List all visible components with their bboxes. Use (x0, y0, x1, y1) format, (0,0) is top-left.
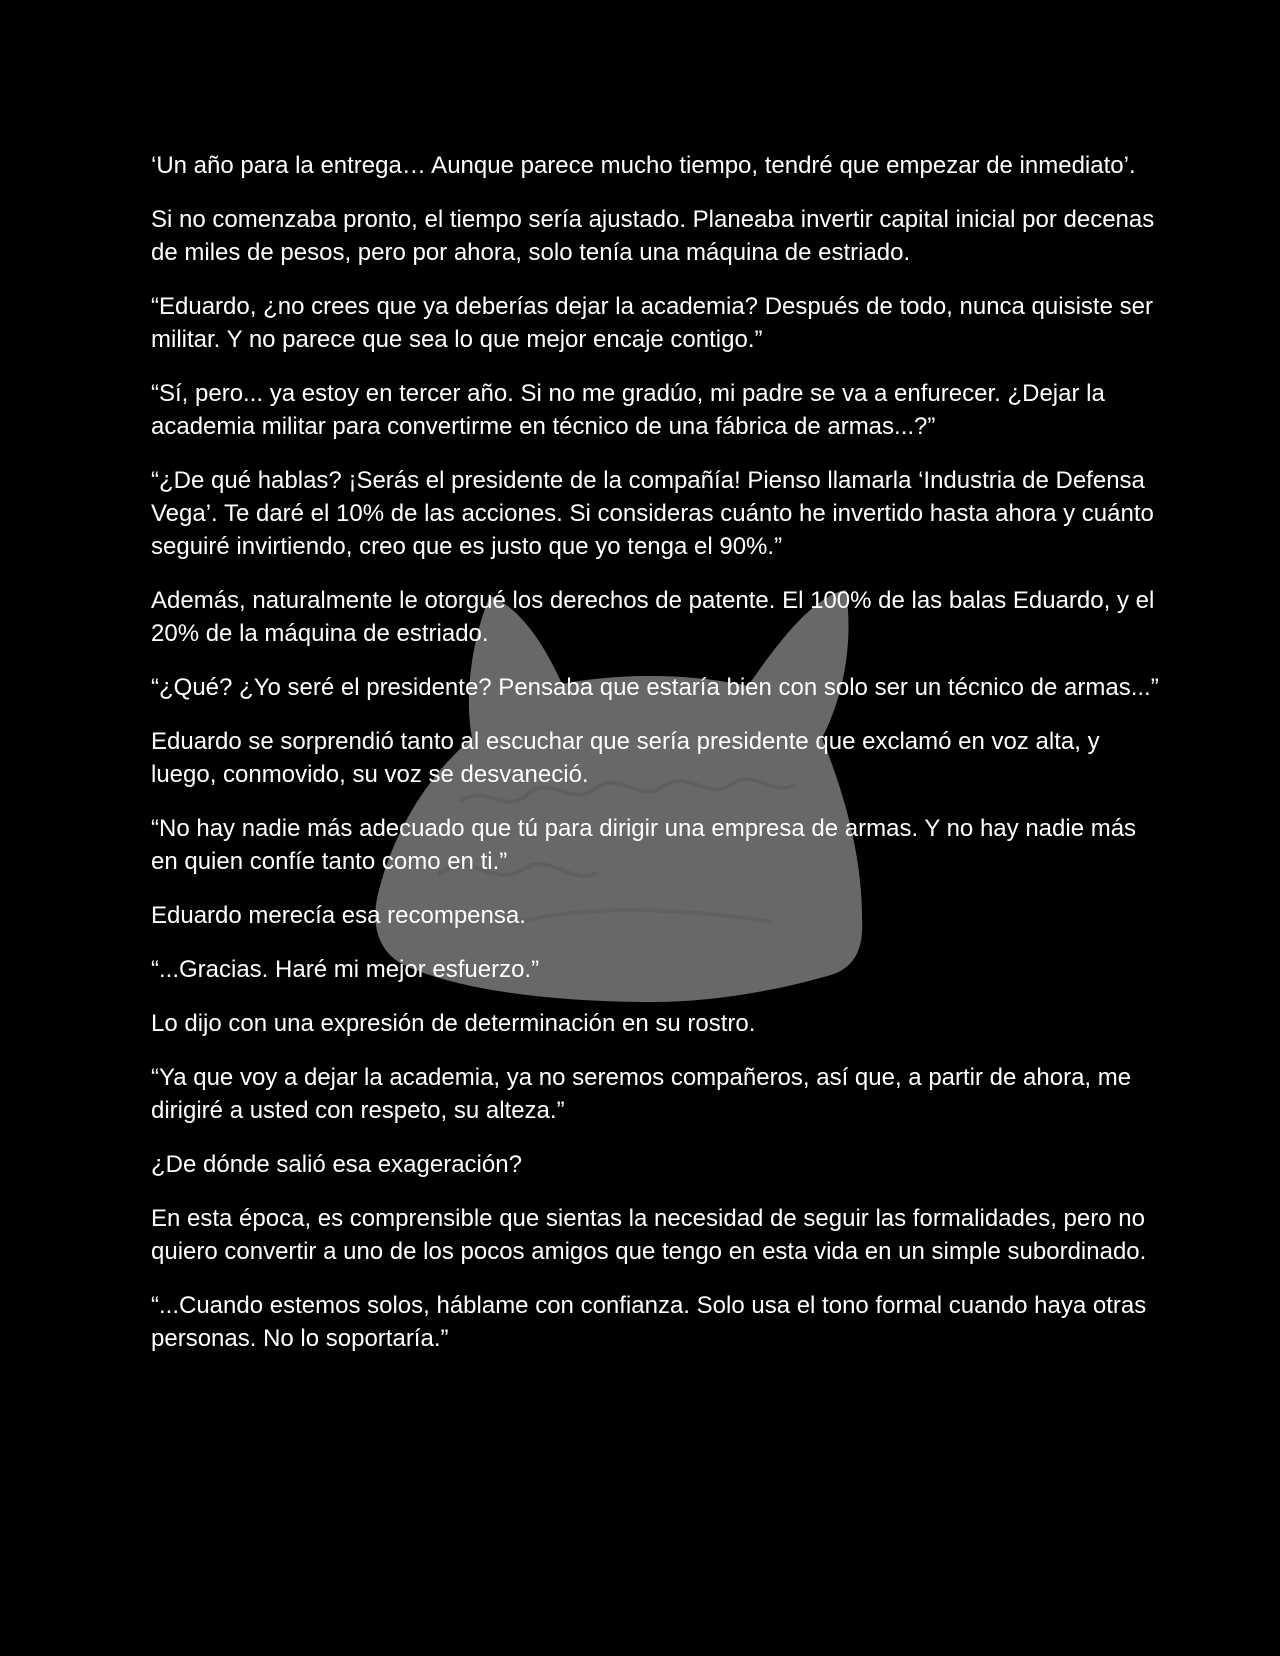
paragraph: “...Gracias. Haré mi mejor esfuerzo.” (151, 956, 540, 983)
paragraph: Si no comenzaba pronto, el tiempo sería ajustado. Planeaba invertir capital inicial por decenas de miles de pesos, pero por ahora, solo tenía una máquina de estriado. (151, 206, 1155, 266)
paragraph: Eduardo merecía esa recompensa. (151, 902, 526, 929)
paragraph: “...Cuando estemos solos, háblame con confianza. Solo usa el tono formal cuando haya otras personas. No lo soportaría.” (151, 1292, 1147, 1352)
paragraph: “Sí, pero... ya estoy en tercer año. Si no me gradúo, mi padre se va a enfurecer. ¿Dejar la academia militar para convertirme en técnico de una fábrica de armas...?” (151, 380, 1105, 440)
paragraph: “¿Qué? ¿Yo seré el presidente? Pensaba que estaría bien con solo ser un técnico de armas...” (151, 674, 1159, 701)
paragraph: “No hay nadie más adecuado que tú para dirigir una empresa de armas. Y no hay nadie más en quien confíe tanto como en ti.” (151, 815, 1137, 875)
paragraph: “Ya que voy a dejar la academia, ya no seremos compañeros, así que, a partir de ahora, me dirigiré a usted con respeto, su alteza.” (151, 1064, 1132, 1124)
paragraph: Lo dijo con una expresión de determinación en su rostro. (151, 1010, 756, 1037)
paragraph: ¿De dónde salió esa exageración? (151, 1151, 522, 1178)
paragraph: En esta época, es comprensible que sientas la necesidad de seguir las formalidades, pero no quiero convertir a uno de los pocos amigos que tengo en esta vida en un simple subordinado. (151, 1205, 1147, 1265)
story-text (151, 149, 1161, 1376)
paragraph: Eduardo se sorprendió tanto al escuchar que sería presidente que exclamó en voz alta, y luego, conmovido, su voz se desvaneció. (151, 728, 1100, 788)
paragraph: ‘Un año para la entrega… Aunque parece mucho tiempo, tendré que empezar de inmediato’. (151, 152, 1136, 179)
paragraph: Además, naturalmente le otorgué los derechos de patente. El 100% de las balas Eduardo, y el 20% de la máquina de estriado. (151, 587, 1155, 647)
paragraph: “Eduardo, ¿no crees que ya deberías dejar la academia? Después de todo, nunca quisiste ser militar. Y no parece que sea lo que mejor encaje contigo.” (151, 293, 1153, 353)
paragraph: “¿De qué hablas? ¡Serás el presidente de la compañía! Pienso llamarla ‘Industria de Defensa Vega’. Te daré el 10% de las acciones. Si consideras cuánto he invertido hasta ahora y cuánto seguiré invirtiendo, creo que es justo que yo tenga el 90%.” (151, 467, 1154, 560)
